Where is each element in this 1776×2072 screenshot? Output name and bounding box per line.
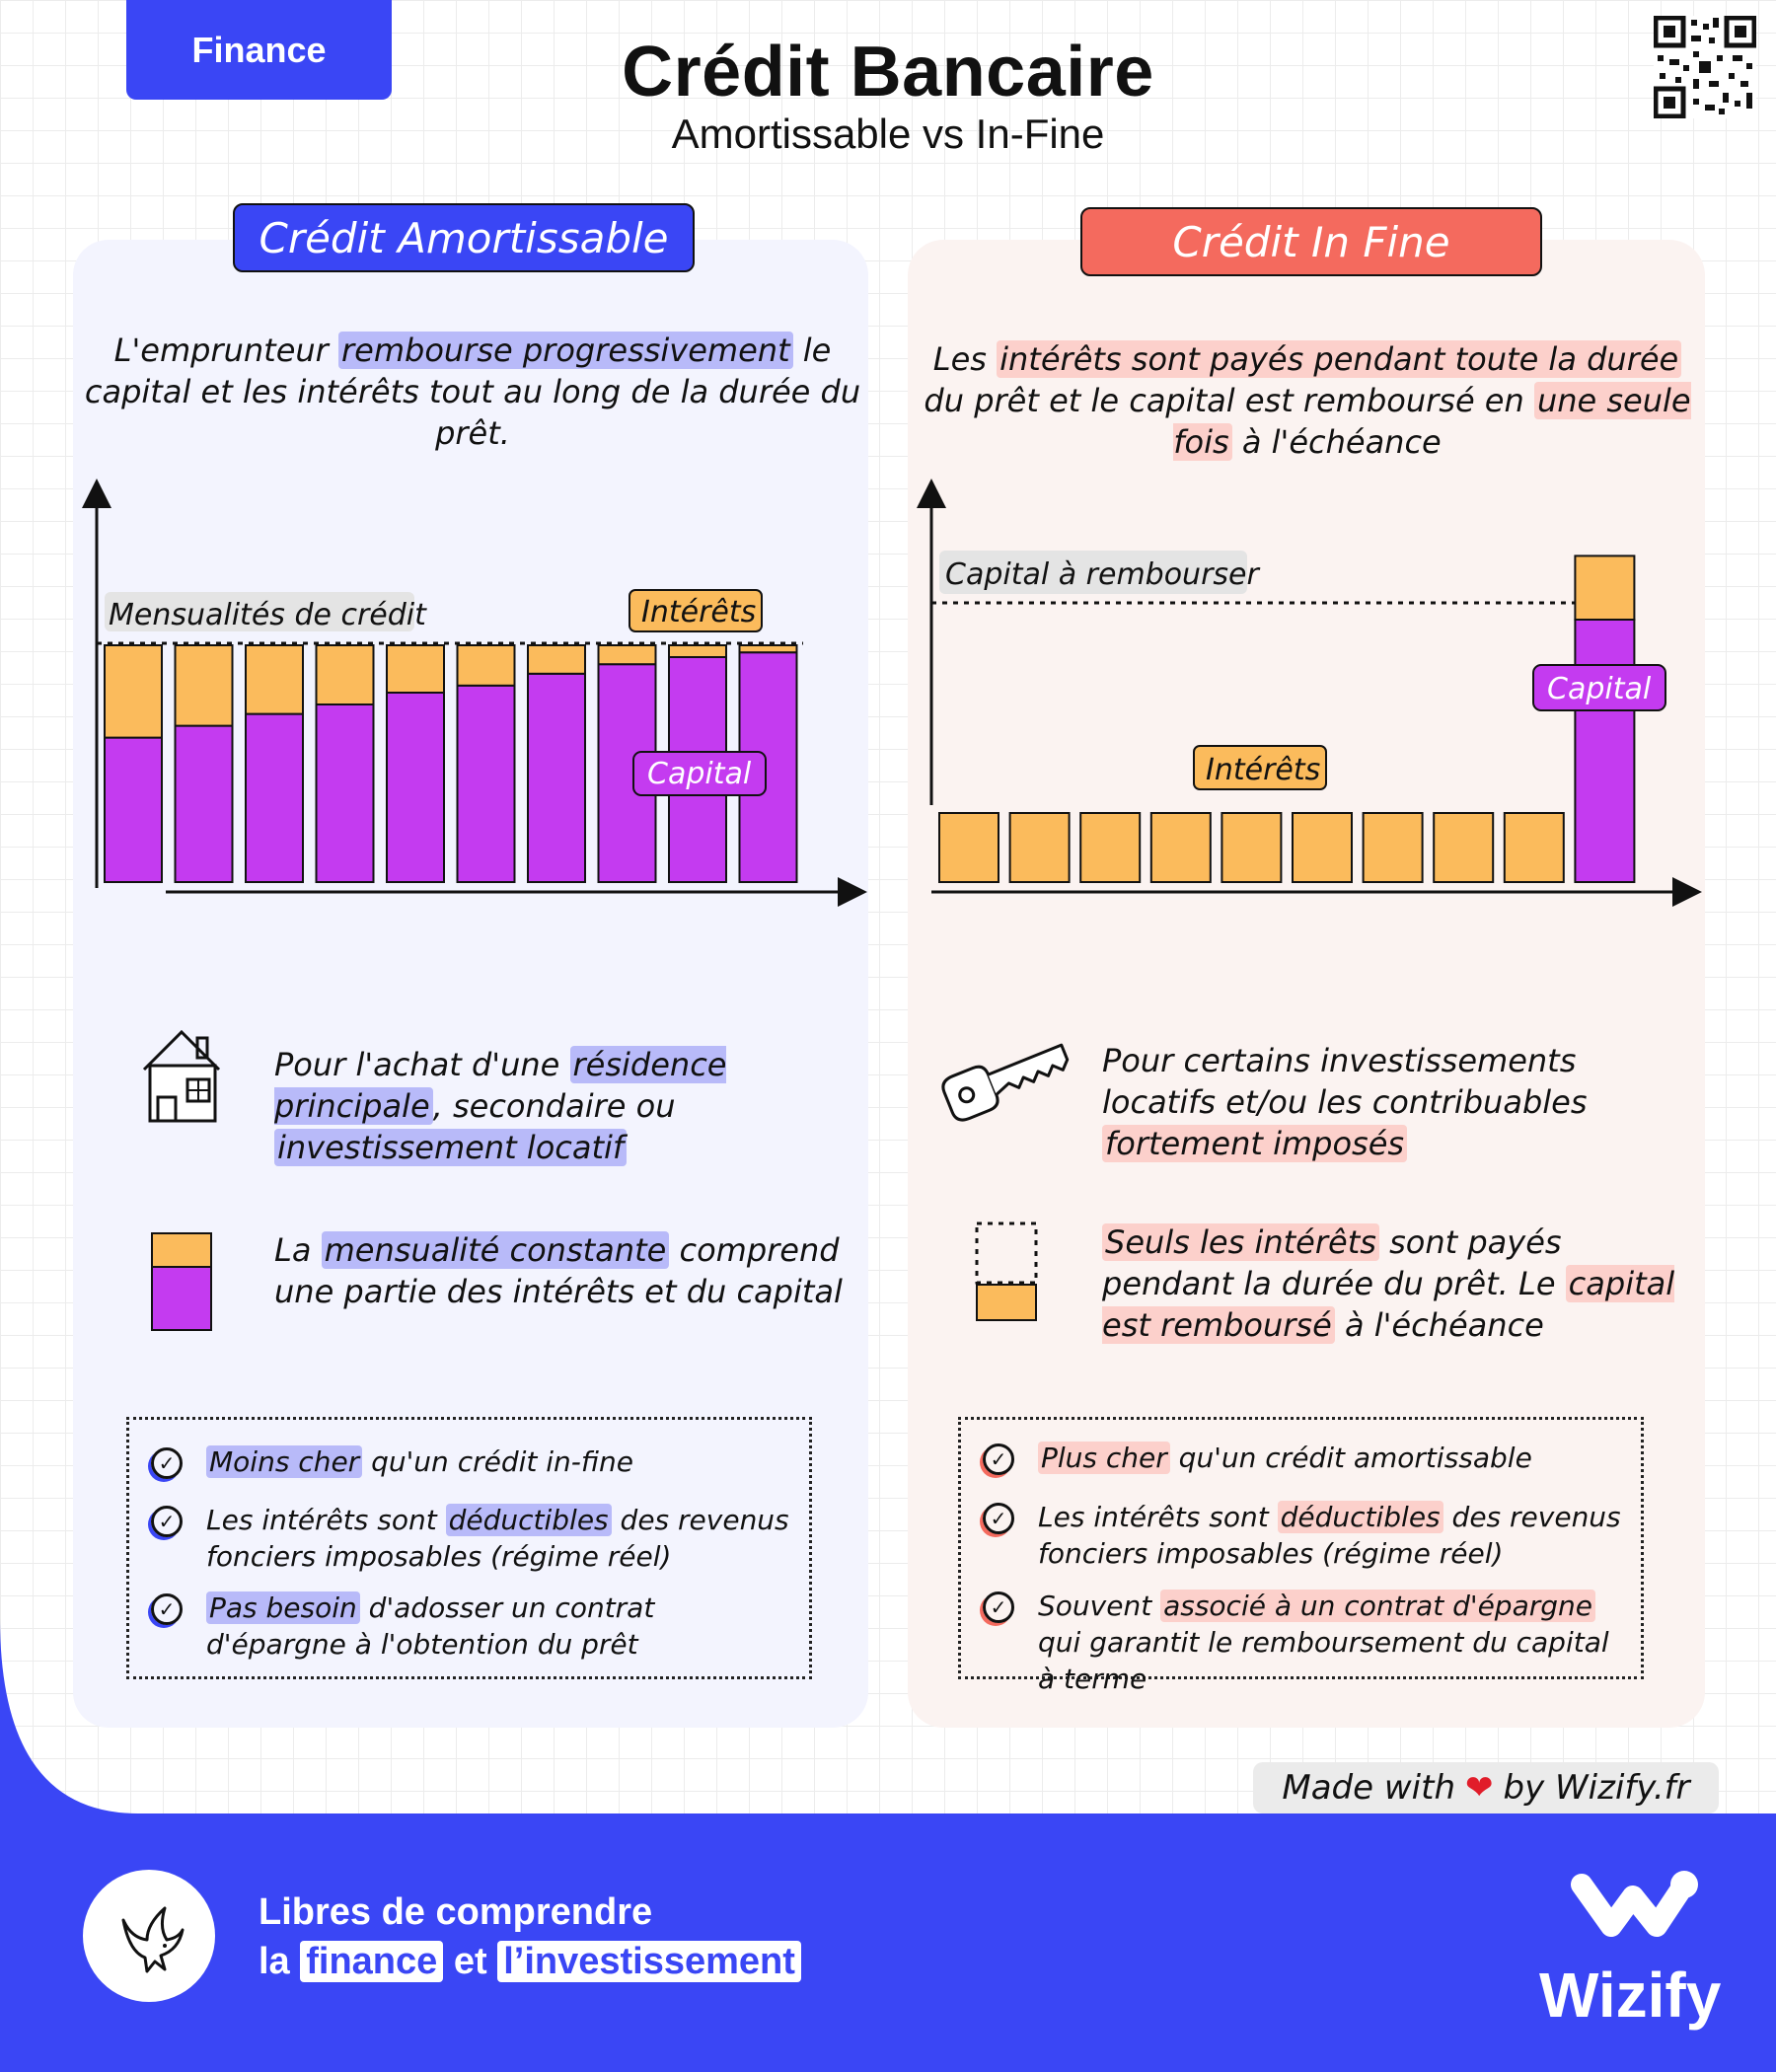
slogan-line-2: la finance et l’investissement: [259, 1941, 801, 1983]
bar-capital: [458, 686, 515, 882]
bar-capital: [1575, 620, 1634, 882]
interest-only-bar-icon: [975, 1221, 1040, 1324]
intro-in-fine: Les intérêts sont payés pendant toute la durée du prêt et le capital est remboursé en une seule fois à l'échéance: [924, 340, 1691, 461]
category-tag[interactable]: Finance: [126, 0, 392, 100]
intro-amortissable: L'emprunteur rembourse progressivement le capital et les intérêts tout au long de la durée du prêt.: [84, 332, 861, 452]
highlight: fortement imposés: [1102, 1125, 1407, 1162]
page-subtitle: Amortissable vs In-Fine: [671, 111, 1105, 157]
highlight: rembourse progressivement: [338, 332, 793, 369]
bar-capital: [105, 738, 162, 882]
wizify-logo-icon[interactable]: [1564, 1865, 1702, 1954]
bar-interest: [246, 645, 303, 714]
check-icon: ✓: [983, 1591, 1014, 1623]
check-icon: ✓: [151, 1447, 183, 1479]
use-case-in-fine: Pour certains investissements locatifs et/ou les contribuables fortement imposés: [1102, 1042, 1588, 1162]
bar-interest: [1434, 813, 1493, 882]
bar-capital: [317, 704, 374, 882]
bar-interest: [528, 645, 585, 674]
highlight: résidence principale: [274, 1046, 727, 1125]
interest-only-note: Seuls les intérêts sont payés pendant la durée du prêt. Le capital est remboursé à l'échéance: [1102, 1223, 1675, 1344]
highlight: investissement locatif: [274, 1129, 627, 1166]
check-icon: ✓: [983, 1503, 1014, 1534]
bar-capital: [176, 726, 233, 882]
advantages-list-amortissable: ✓ Moins cher qu'un crédit in-fine ✓ Les intérêts sont déductibles des revenus fonciers imposables (régime réel) ✓ Pas besoin d'adosser un contrat d'épargne à l'obtention du prêt: [126, 1417, 812, 1679]
label-total-payments: Mensualités de crédit: [109, 598, 426, 632]
bar-interest: [1575, 555, 1634, 620]
bar-interest: [740, 645, 797, 652]
bar-interest: [1364, 813, 1423, 882]
chart-amortissable: [83, 474, 872, 908]
bar-interest: [669, 645, 726, 657]
check-icon: ✓: [983, 1443, 1014, 1475]
use-case-amortissable: Pour l'achat d'une résidence principale, secondaire ou investissement locatif: [274, 1046, 727, 1166]
bar-interest: [176, 645, 233, 726]
highlight: capital est remboursé: [1102, 1265, 1675, 1344]
bar-capital: [528, 674, 585, 882]
page-title: Crédit Bancaire: [622, 33, 1154, 111]
label-capital: Capital: [647, 757, 752, 791]
label-capital: Capital: [1547, 672, 1652, 706]
bar-interest: [1151, 813, 1211, 882]
qr-code-icon[interactable]: [1654, 16, 1756, 118]
house-icon: [140, 1026, 223, 1125]
label-capital-due: Capital à rembourser: [945, 557, 1259, 592]
bar-interest: [317, 645, 374, 704]
bar-interest: [105, 645, 162, 738]
bar-interest: [1505, 813, 1564, 882]
footer-curve: [0, 1618, 138, 1815]
check-icon: ✓: [151, 1593, 183, 1625]
chart-in-fine: [918, 474, 1707, 908]
highlight: Seuls les intérêts: [1102, 1223, 1379, 1261]
bar-capital: [246, 714, 303, 882]
heart-icon: ❤: [1465, 1768, 1494, 1808]
highlight: mensualité constante: [322, 1231, 670, 1269]
bar-interest: [1010, 813, 1070, 882]
bar-interest: [939, 813, 999, 882]
label-interest: Intérêts: [641, 595, 757, 629]
section-title-in-fine: Crédit In Fine: [1080, 207, 1542, 276]
stacked-bar-icon: [150, 1231, 215, 1334]
highlight: intérêts sont payés pendant toute la durée: [997, 340, 1681, 378]
bird-icon: [83, 1870, 215, 2002]
highlight: une seule fois: [1173, 382, 1691, 461]
traits-list-in-fine: ✓ Plus cher qu'un crédit amortissable ✓ Les intérêts sont déductibles des revenus fonciers imposables (régime réel) ✓ Souvent associé à un contrat d'épargne qui garantit le remboursement du capital à terme: [958, 1417, 1644, 1679]
bar-interest: [387, 645, 444, 693]
bar-interest: [599, 645, 656, 664]
made-with-credit[interactable]: Made with ❤ by Wizify.fr: [1253, 1762, 1719, 1813]
brand-name: Wizify: [1539, 1960, 1722, 2031]
slogan-line-1: Libres de comprendre: [259, 1891, 653, 1933]
bar-capital: [387, 693, 444, 882]
bar-interest: [1080, 813, 1140, 882]
label-interest: Intérêts: [1206, 753, 1321, 787]
bar-interest: [1293, 813, 1352, 882]
bar-interest: [458, 645, 515, 686]
monthly-payment-note: La mensualité constante comprend une partie des intérêts et du capital: [274, 1231, 843, 1310]
check-icon: ✓: [151, 1506, 183, 1537]
bar-interest: [1221, 813, 1281, 882]
section-title-amortissable: Crédit Amortissable: [233, 203, 695, 272]
key-icon: [939, 1038, 1077, 1127]
